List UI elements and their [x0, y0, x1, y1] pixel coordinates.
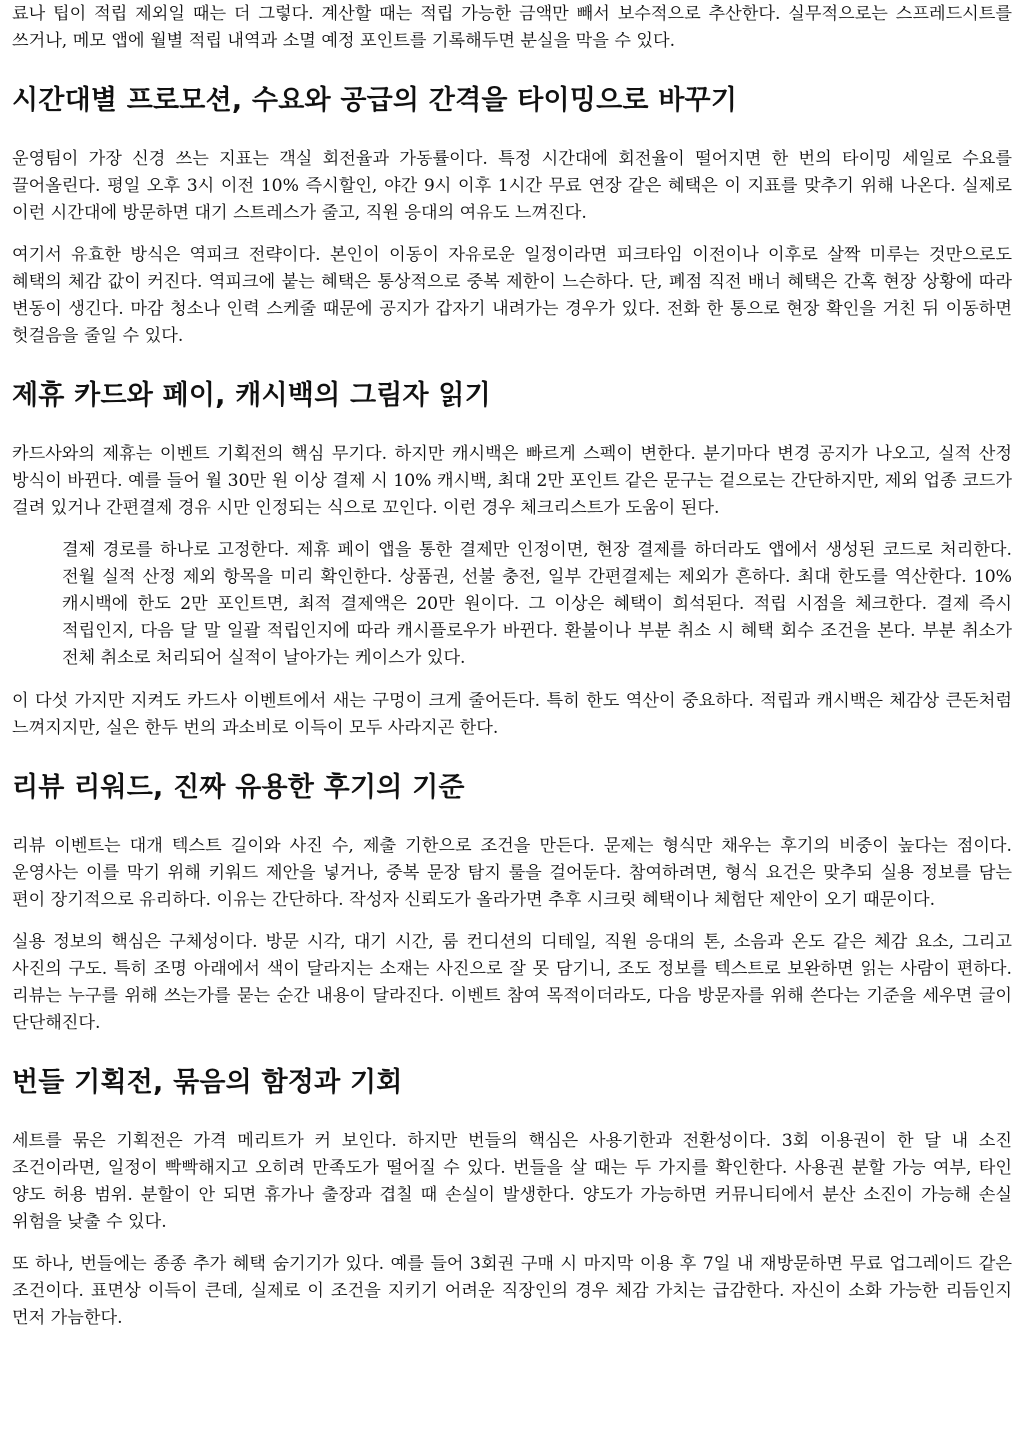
section-time-promotion — [12, 83, 1012, 350]
section-review-reward — [12, 770, 1012, 1037]
checklist-quote — [62, 537, 1012, 672]
paragraph: 운영팀이 가장 신경 쓰는 지표는 객실 회전율과 가동률이다. 특정 시간대에 회전율이 떨어지면 한 번의 타이밍 세일로 수요를 끌어올린다. 평일 오후 3시 이전 10% 즉시할인, 야간 9시 이후 1시간 무료 연장 같은 혜택은 이 지표를 맞추기 위해 나온다. 실제로 이런 시간대에 방문하면 대기 스트레스가 줄고, 직원 응대의 여유도 느껴진다. — [12, 149, 1012, 223]
section-heading: 시간대별 프로모션, 수요와 공급의 간격을 타이밍으로 바꾸기 — [12, 85, 738, 116]
section-heading: 리뷰 리워드, 진짜 유용한 후기의 기준 — [12, 772, 465, 803]
paragraph: 세트를 묶은 기획전은 가격 메리트가 커 보인다. 하지만 번들의 핵심은 사용기한과 전환성이다. 3회 이용권이 한 달 내 소진 조건이라면, 일정이 빡빡해지고 오히려 만족도가 떨어질 수 있다. 번들을 살 때는 두 가지를 확인한다. 사용권 분할 가능 여부, 타인 양도 허용 범위. 분할이 안 되면 휴가나 출장과 겹칠 때 손실이 발생한다. 양도가 가능하면 커뮤니티에서 분산 소진이 가능해 손실 위험을 낮출 수 있다. — [12, 1131, 1012, 1232]
paragraph: 리뷰 이벤트는 대개 텍스트 길이와 사진 수, 제출 기한으로 조건을 만든다. 문제는 형식만 채우는 후기의 비중이 높다는 점이다. 운영사는 이를 막기 위해 키워드 제안을 넣거나, 중복 문장 탐지 룰을 걸어둔다. 참여하려면, 형식 요건은 맞추되 실용 정보를 담는 편이 장기적으로 유리하다. 이유는 간단하다. 작성자 신뢰도가 올라가면 추후 시크릿 혜택이나 체험단 제안이 오기 때문이다. — [12, 836, 1012, 910]
quote-text: 결제 경로를 하나로 고정한다. 제휴 페이 앱을 통한 결제만 인정이면, 현장 결제를 하더라도 앱에서 생성된 코드로 처리한다. 전월 실적 산정 제외 항목을 미리 확인한다. 상품권, 선불 충전, 일부 간편결제는 제외가 흔하다. 최대 한도를 역산한다. 10% 캐시백에 한도 2만 포인트면, 최적 결제액은 20만 원이다. 그 이상은 혜택이 희석된다. 적립 시점을 체크한다. 결제 즉시 적립인지, 다음 달 말 일괄 적립인지에 따라 캐시플로우가 바뀐다. 환불이나 부분 취소 시 혜택 회수 조건을 본다. 부분 취소가 전체 취소로 처리되어 실적이 날아가는 케이스가 있다. — [62, 540, 1012, 668]
paragraph: 카드사와의 제휴는 이벤트 기획전의 핵심 무기다. 하지만 캐시백은 빠르게 스펙이 변한다. 분기마다 변경 공지가 나오고, 실적 산정 방식이 바뀐다. 예를 들어 월 30만 원 이상 결제 시 10% 캐시백, 최대 2만 포인트 같은 문구는 겉으로는 간단하지만, 제외 업종 코드가 걸려 있거나 간편결제 경유 시만 인정되는 식으로 꼬인다. 이런 경우 체크리스트가 도움이 된다. — [12, 444, 1012, 518]
section-heading: 제휴 카드와 페이, 캐시백의 그림자 읽기 — [12, 380, 491, 411]
paragraph: 여기서 유효한 방식은 역피크 전략이다. 본인이 이동이 자유로운 일정이라면 피크타임 이전이나 이후로 살짝 미루는 것만으로도 혜택의 체감 값이 커진다. 역피크에 붙는 혜택은 통상적으로 중복 제한이 느슨하다. 단, 폐점 직전 배너 혜택은 간혹 현장 상황에 따라 변동이 생긴다. 마감 청소나 인력 스케줄 때문에 공지가 갑자기 내려가는 경우가 있다. 전화 한 통으로 현장 확인을 거친 뒤 이동하면 헛걸음을 줄일 수 있다. — [12, 245, 1012, 346]
section-bundle — [12, 1065, 1012, 1332]
section-card-cashback — [12, 378, 1012, 742]
section-heading: 번들 기획전, 묶음의 함정과 기회 — [12, 1067, 403, 1098]
intro-paragraph: 료나 팁이 적립 제외일 때는 더 그렇다. 계산할 때는 적립 가능한 금액만 빼서 보수적으로 추산한다. 실무적으로는 스프레드시트를 쓰거나, 메모 앱에 월별 적립 내역과 소멸 예정 포인트를 기록해두면 분실을 막을 수 있다. — [12, 4, 1012, 51]
paragraph: 이 다섯 가지만 지켜도 카드사 이벤트에서 새는 구멍이 크게 줄어든다. 특히 한도 역산이 중요하다. 적립과 캐시백은 체감상 큰돈처럼 느껴지지만, 실은 한두 번의 과소비로 이득이 모두 사라지곤 한다. — [12, 691, 1012, 738]
paragraph: 또 하나, 번들에는 종종 추가 혜택 숨기기가 있다. 예를 들어 3회권 구매 시 마지막 이용 후 7일 내 재방문하면 무료 업그레이드 같은 조건이다. 표면상 이득이 큰데, 실제로 이 조건을 지키기 어려운 직장인의 경우 체감 가치는 급감한다. 자신이 소화 가능한 리듬인지 먼저 가늠한다. — [12, 1254, 1012, 1328]
paragraph: 실용 정보의 핵심은 구체성이다. 방문 시각, 대기 시간, 룸 컨디션의 디테일, 직원 응대의 톤, 소음과 온도 같은 체감 요소, 그리고 사진의 구도. 특히 조명 아래에서 색이 달라지는 소재는 사진으로 잘 못 담기니, 조도 정보를 텍스트로 보완하면 읽는 사람이 편하다. 리뷰는 누구를 위해 쓰는가를 묻는 순간 내용이 달라진다. 이벤트 참여 목적이더라도, 다음 방문자를 위해 쓴다는 기준을 세우면 글이 단단해진다. — [12, 932, 1012, 1033]
